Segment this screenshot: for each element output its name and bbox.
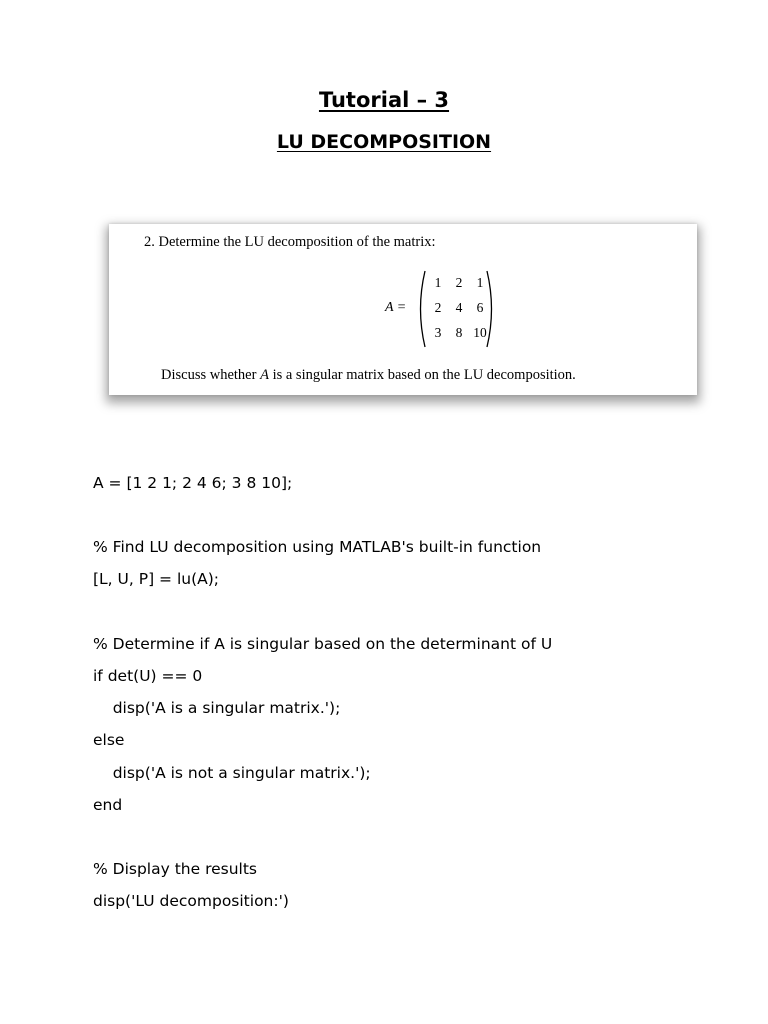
discussion-text — [161, 367, 576, 384]
page-subtitle: LU DECOMPOSITION — [276, 131, 492, 153]
matrix-cell: 2 — [455, 275, 463, 290]
discussion-suffix: is a singular matrix based on the LU decomposition. — [268, 367, 576, 383]
discussion-var: A — [260, 367, 269, 383]
code-line: if det(U) == 0 — [93, 667, 203, 685]
matrix-cell: 3 — [434, 325, 442, 340]
matrix-cell: 6 — [476, 300, 484, 315]
matrix — [416, 270, 496, 348]
code-line: end — [93, 796, 123, 814]
code-comment: % Display the results — [93, 860, 258, 878]
matrix-label: A = — [385, 300, 407, 315]
code-line: disp('A is a singular matrix.'); — [93, 699, 341, 717]
code-line: else — [93, 731, 125, 749]
code-comment: % Find LU decomposition using MATLAB's built-in function — [93, 538, 542, 556]
matrix-cell: 8 — [455, 325, 463, 340]
matrix-cell: 10 — [473, 325, 487, 340]
code-line: disp('LU decomposition:') — [93, 892, 289, 910]
matrix-cell: 4 — [455, 300, 463, 315]
matrix-cell: 1 — [476, 275, 484, 290]
code-line: [L, U, P] = lu(A); — [93, 570, 220, 588]
discussion-prefix: Discuss whether — [161, 367, 261, 383]
code-comment: % Determine if A is singular based on the determinant of U — [93, 635, 553, 653]
page-title: Tutorial – 3 — [318, 88, 450, 112]
question-text: 2. Determine the LU decomposition of the matrix: — [144, 234, 436, 250]
problem-image — [109, 224, 697, 395]
code-line: disp('A is not a singular matrix.'); — [93, 764, 371, 782]
matrix-cell: 2 — [434, 300, 442, 315]
code-line: A = [1 2 1; 2 4 6; 3 8 10]; — [93, 474, 293, 492]
matrix-cell: 1 — [434, 275, 442, 290]
